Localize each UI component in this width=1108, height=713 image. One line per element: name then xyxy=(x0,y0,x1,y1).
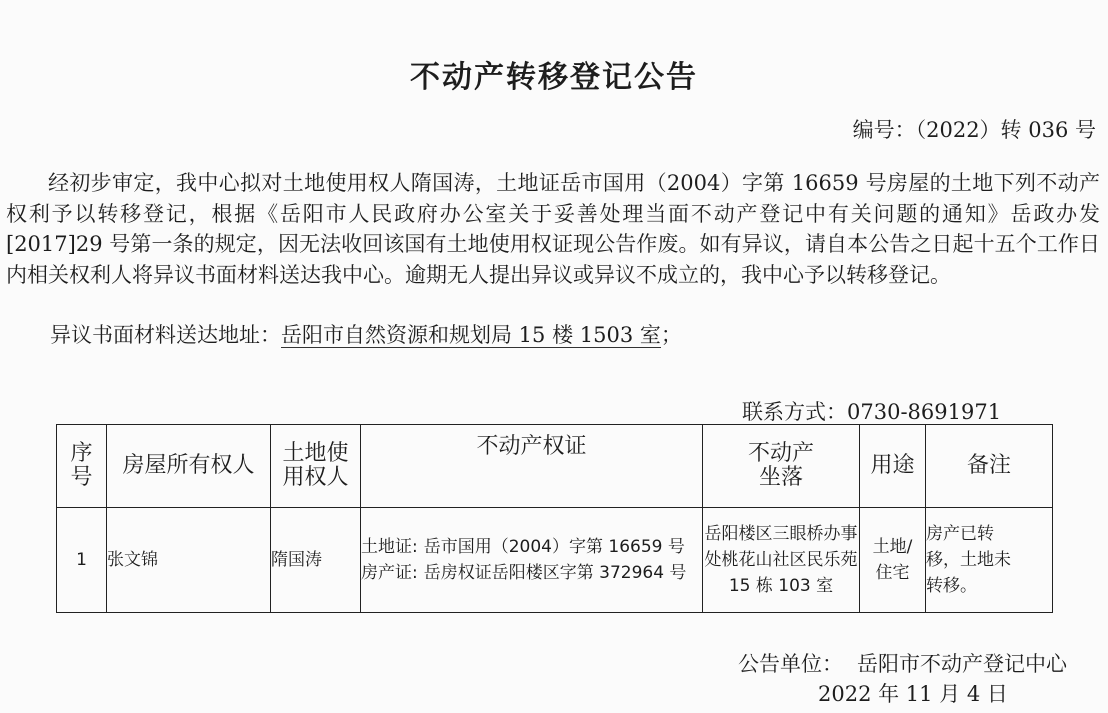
land-cert-line xyxy=(361,534,702,560)
header-usage: 用途 xyxy=(860,425,926,508)
cell-land-user: 隋国涛 xyxy=(271,508,361,613)
land-cert-value: 岳市国用（2004）字第 16659 号 xyxy=(423,537,685,557)
notice-title: 不动产转移登记公告 xyxy=(410,60,698,95)
table-header-row xyxy=(57,425,1053,508)
header-remark: 备注 xyxy=(926,425,1053,508)
cell-usage: 土地/住宅 xyxy=(860,508,926,613)
address-suffix: ； xyxy=(660,323,682,347)
header-owner: 房屋所有权人 xyxy=(107,425,271,508)
house-cert-label: 房产证: xyxy=(361,563,418,583)
cell-cert xyxy=(361,508,703,613)
house-cert-value: 岳房权证岳阳楼区字第 372964 号 xyxy=(423,563,687,583)
issuer xyxy=(738,648,1067,678)
header-cert: 不动产权证 xyxy=(361,425,703,508)
address-value: 岳阳市自然资源和规划局 15 楼 1503 室 xyxy=(281,323,661,347)
cell-location: 岳阳楼区三眼桥办事处桃花山社区民乐苑 15 栋 103 室 xyxy=(703,508,860,613)
header-seq: 序号 xyxy=(57,425,107,508)
issuer-name: 岳阳市不动产登记中心 xyxy=(857,652,1067,676)
notice-date: 2022 年 11 月 4 日 xyxy=(818,682,1008,706)
land-cert-label: 土地证: xyxy=(361,537,418,557)
contact-label: 联系方式： xyxy=(742,400,847,424)
table-row xyxy=(57,508,1053,613)
header-location: 不动产坐落 xyxy=(703,425,860,508)
issuer-label: 公告单位： xyxy=(738,652,843,676)
document-number: 编号：（2022）转 036 号 xyxy=(852,118,1096,142)
cell-seq: 1 xyxy=(57,508,107,613)
contact-info xyxy=(742,396,1001,426)
address-label: 异议书面材料送达地址： xyxy=(50,323,281,347)
contact-phone: 0730-8691971 xyxy=(847,400,1002,424)
notice-body xyxy=(6,168,1100,290)
house-cert-line xyxy=(361,560,702,586)
registration-table xyxy=(56,424,1053,613)
cell-owner: 张文锦 xyxy=(107,508,271,613)
notice-paragraph: 经初步审定，我中心拟对土地使用权人隋国涛，土地证岳市国用（2004）字第 16659 号房屋的土地下列不动产权利予以转移登记，根据《岳阳市人民政府办公室关于妥善处理当面不动产登记中有关问题的通知》岳政办发[2017]29 号第一条的规定，因无法收回该国有土地使用权证现公告作废。如有异议，请自本公告之日起十五个工作日内相关权利人将异议书面材料送达我中心。逾期无人提出异议或异议不成立的，我中心予以转移登记。 xyxy=(6,171,1100,287)
objection-address xyxy=(50,319,682,349)
cell-remark: 房产已转移，土地未转移。 xyxy=(926,508,1053,613)
header-land-user: 土地使用权人 xyxy=(271,425,361,508)
